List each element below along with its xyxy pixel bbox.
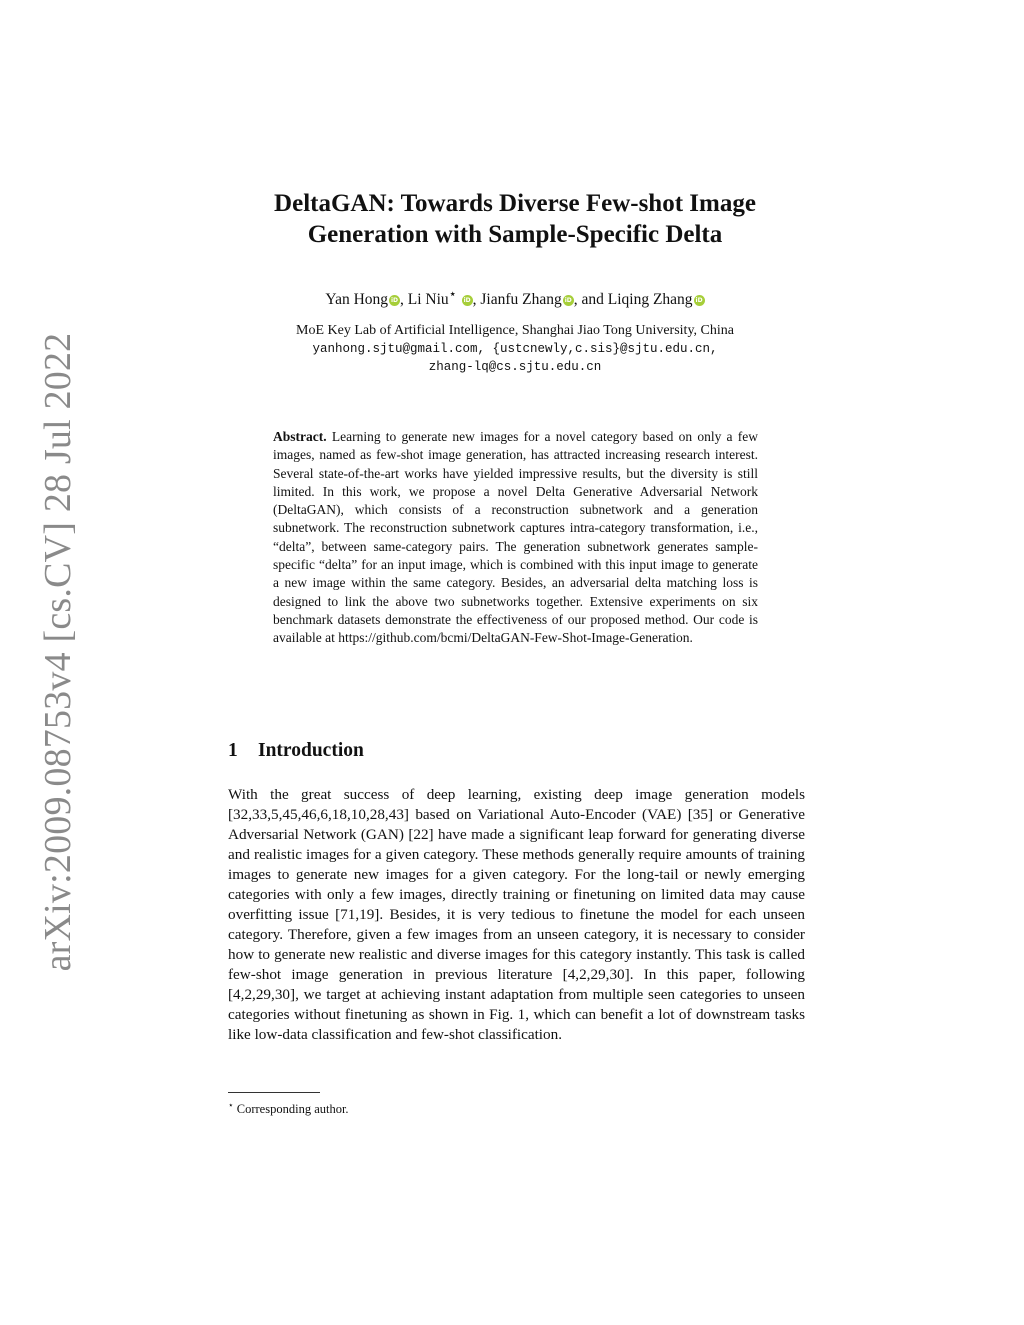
footnote (228, 1097, 349, 1117)
orcid-icon[interactable]: iD (463, 297, 471, 305)
author-name: , and Liqing Zhang (573, 291, 693, 309)
section-heading (228, 740, 364, 762)
abstract (273, 428, 758, 648)
intro-paragraph: With the great success of deep learning, existing deep image generation models [32,33,5,45,46,6,18,10,28,43] based on Variational Auto-Encoder (VAE) [35] or Generative Adversarial Network (GAN) [22] have made a significant leap forward for generating diverse and realistic images for a given category. These methods generally require amounts of training images to generate new images for a given category. For the long-tail or newly emerging categories with only a few images, directly training or finetuning on limited data may cause overfitting issue [71,19]. Besides, it is very tedious to finetune the model for each unseen category. Therefore, given a few images from an unseen category, it is necessary to consider how to generate new realistic and diverse images for this category instantly. This task is called few-shot image generation in previous literature [4,2,29,30]. In this paper, following [4,2,29,30], we target at achieving instant adaptation from multiple seen categories to unseen categories without finetuning as shown in Fig. 1, which can benefit a lot of downstream tasks like low-data classification and few-shot classification. (228, 786, 805, 1043)
section-title: Introduction (258, 740, 364, 761)
author-name: , Jianfu Zhang (472, 291, 562, 309)
author-list (200, 285, 830, 309)
footnote-rule (228, 1092, 320, 1093)
footnote-mark: ⋆ (228, 1100, 234, 1110)
affiliation-block (200, 322, 830, 376)
author-name: Yan Hong (325, 291, 389, 309)
abstract-text: Learning to generate new images for a novel category based on only a few images, named as few-shot image generation, has attracted increasing research interest. Several state-of-the-art works have yielded impressive results, but the diversity is still limited. In this work, we propose a novel Delta Generative Adversarial Network (DeltaGAN), which consists of a reconstruction subnetwork and a generation subnetwork. The reconstruction subnetwork captures intra-category transformation, i.e., “delta”, between same-category pairs. The generation subnetwork generates sample-specific “delta” for an input image, which is combined with this input image to generate a new image within the same category. Besides, an adversarial delta matching loss is designed to link the above two subnetworks together. Extensive experiments on six benchmark datasets demonstrate the effectiveness of our proposed method. Our code is available at https://github.com/bcmi/DeltaGAN-Few-Shot-Image-Generation. (273, 429, 758, 646)
author-name: , Li Niu (400, 291, 449, 309)
arxiv-identifier: arXiv:2009.08753v4 [cs.CV] 28 Jul 2022 (37, 332, 79, 972)
footnote-text: Corresponding author. (236, 1102, 349, 1117)
email-line-2[interactable]: zhang-lq@cs.sjtu.edu.cn (428, 360, 602, 374)
institution: MoE Key Lab of Artificial Intelligence, Shanghai Jiao Tong University, China (296, 323, 734, 338)
section-number: 1 (228, 740, 238, 761)
orcid-icon[interactable]: iD (390, 297, 399, 305)
email-line-1[interactable]: yanhong.sjtu@gmail.com, {ustcnewly,c.sis}@sjtu.edu.cn, (312, 342, 718, 356)
title-line-1: DeltaGAN: Towards Diverse Few-shot Image (274, 190, 756, 217)
paper-title (230, 188, 800, 250)
title-line-2: Generation with Sample-Specific Delta (307, 221, 723, 248)
corresponding-author-mark: ⋆ (448, 286, 457, 301)
orcid-icon[interactable]: iD (564, 297, 572, 305)
orcid-icon[interactable]: iD (695, 297, 703, 305)
abstract-label: Abstract. (273, 429, 327, 444)
